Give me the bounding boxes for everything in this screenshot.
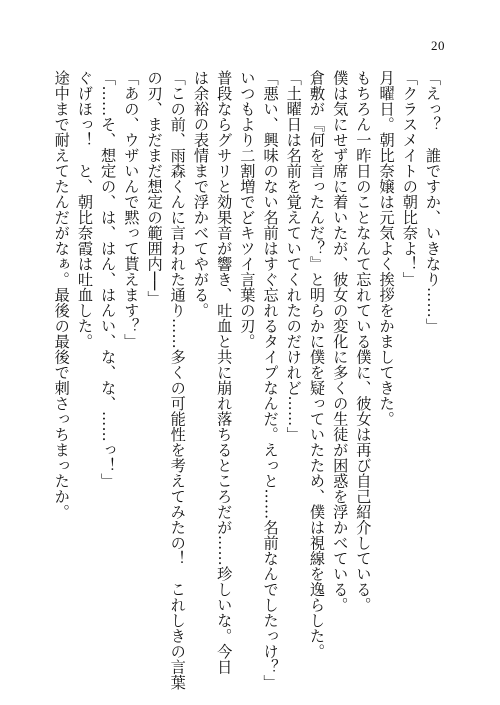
text-line: 「あの、ウザいんで黙って貰えます？」 bbox=[122, 70, 141, 349]
text-line: 「クラスメイトの朝比奈よ！」 bbox=[400, 70, 419, 287]
text-line: 途中まで耐えてたんだがなぁ。最後の最後で刺さっちまったか。 bbox=[52, 70, 71, 520]
page-number: 20 bbox=[431, 38, 445, 53]
text-line: ぐげほっ！ と、朝比奈霞は吐血した。 bbox=[75, 70, 94, 349]
text-line: 「えっ？ 誰ですか、いきなり……」 bbox=[424, 70, 442, 334]
text-line: 月曜日。朝比奈嬢は元気よく挨拶をかましてきた。 bbox=[377, 70, 396, 427]
text-line: 「……そ、想定の、は、はん、はんい、な、な、……っ！」 bbox=[99, 70, 118, 489]
text-line: 「悪い、興味のない名前はすぐ忘れるタイプなんだ。えっと……名前なんでしたっけ？」 bbox=[261, 70, 280, 690]
text-line: 「この前、雨森くんに言われた通り……多くの可能性を考えてみたの！ これしきの言葉 bbox=[168, 70, 187, 690]
text-line: 普段ならグサリと効果音が響き、吐血と共に崩れ落ちるところだが……珍しいな。今日 bbox=[215, 70, 234, 675]
vertical-text-body bbox=[52, 70, 444, 690]
text-line: 倉敷が『何を言ったんだ？』と明らかに僕を疑っていたため、僕は視線を逸らした。 bbox=[307, 70, 326, 659]
text-line: は余裕の表情まで浮かべてやがる。 bbox=[191, 70, 210, 318]
text-line: いつもより二割増でどキツイ言葉の刃。 bbox=[238, 70, 257, 349]
text-line: 僕は気にせず席に着いたが、彼女の変化に多くの生徒が困惑を浮かべている。 bbox=[331, 70, 350, 613]
text-line: の刃、まだまだ想定の範囲内──」 bbox=[145, 70, 164, 306]
text-line: 「土曜日は名前を覚えていてくれたのだけれど……」 bbox=[284, 70, 303, 442]
text-line: もちろん一昨日のことなんて忘れている僕に、彼女は再び自己紹介している。 bbox=[354, 70, 373, 613]
